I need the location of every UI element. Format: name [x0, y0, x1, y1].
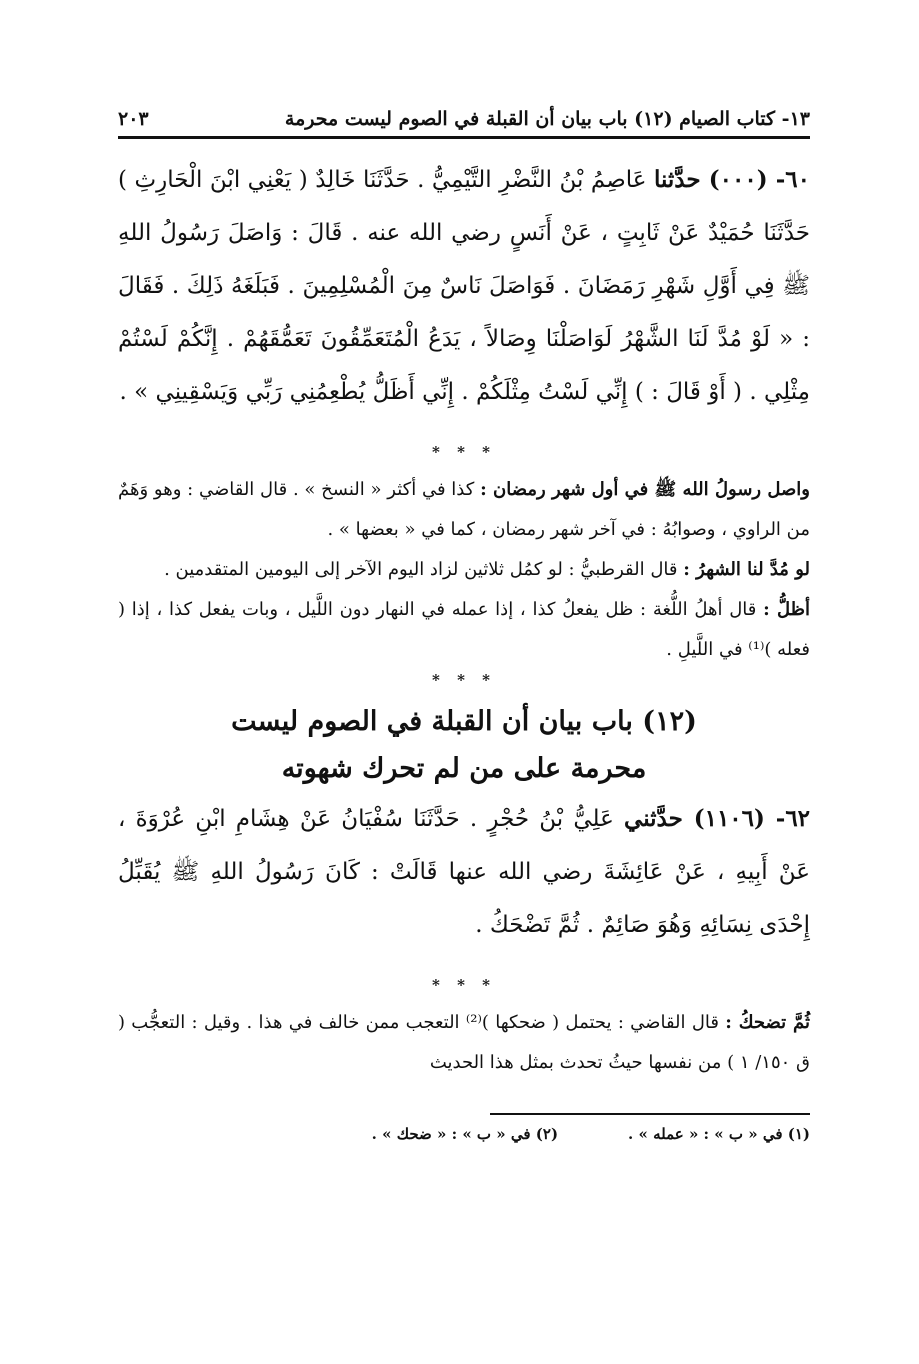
commentary-entry — [118, 550, 810, 590]
footnote-2: (٢) في « ب » : « ضحك » . — [371, 1125, 559, 1143]
commentary-entry — [118, 1003, 810, 1083]
hadith-60 — [118, 153, 810, 419]
commentary-text: قال القرطبيُّ : لو كمُل ثلاثين لزاد اليوم الآخر إلى اليومين المتقدمين . — [164, 559, 678, 580]
hadith-62-number: ٦٢- (١١٠٦) حدَّثني — [624, 805, 811, 832]
hadith-62-text: عَلِيُّ بْنُ حُجْرٍ . حَدَّثَنَا سُفْيَانُ عَنْ هِشَامِ ابْنِ عُرْوَةَ ، عَنْ أَبِيهِ ، عَنْ عَائِشَةَ رضي الله عنها قَالَتْ : كَانَ رَسُولُ اللهِ ﷺ يُقَبِّلُ إِحْدَى نِسَائِهِ وَهُوَ صَائِمٌ . ثُمَّ تَضْحَكُ . — [118, 806, 810, 938]
footnote-divider — [490, 1113, 810, 1115]
commentary-lemma: واصل رسولُ الله ﷺ في أول شهر رمضان : — [480, 479, 810, 500]
chapter-heading — [118, 698, 810, 792]
commentary-lemma: لو مُدَّ لنا الشهرُ : — [683, 559, 810, 580]
commentary-text: كذا في أكثر « النسخ » . قال القاضي : وهو وَهَمٌ من الراوي ، وصوابُهُ : في آخر شهر رمضان ، كما في « بعضها » . — [118, 479, 810, 540]
header-title: ١٣- كتاب الصيام (١٢) باب بيان أن القبلة في الصوم ليست محرمة — [284, 108, 810, 130]
commentary-text: قال أهلُ اللُّغة : ظل يفعلُ كذا ، إذا عمله في النهار دون اللَّيل ، وبات يفعل كذا ، إذا ( فعله )⁽¹⁾ في اللَّيلِ . — [118, 599, 810, 660]
commentary-entry — [118, 470, 810, 550]
footnotes — [118, 1125, 810, 1143]
commentary-text: قال القاضي : يحتمل ( ضحكها )⁽²⁾ التعجب ممن خالف في هذا . وقيل : التعجُّب ( ق ١٥٠/ ١ ) من نفسها حيثُ تحدث بمثل هذا الحديث — [118, 1012, 810, 1073]
chapter-heading-line1: (١٢) باب بيان أن القبلة في الصوم ليست — [231, 706, 697, 737]
separator-stars: * * * — [432, 443, 496, 461]
separator-stars: * * * — [432, 976, 496, 994]
commentary-lemma: أظلُّ : — [763, 599, 810, 620]
running-header — [118, 108, 810, 139]
hadith-60-number: ٦٠- (٠٠٠) حدَّثنا — [653, 166, 810, 193]
commentary-lemma: ثُمَّ تضحكُ : — [725, 1012, 810, 1033]
footnote-1: (١) في « ب » : « عمله » . — [628, 1125, 810, 1143]
page-number: ٢٠٣ — [118, 108, 149, 130]
book-page — [118, 108, 810, 1143]
chapter-heading-line2: محرمة على من لم تحرك شهوته — [281, 753, 647, 784]
commentary-entry — [118, 590, 810, 670]
separator-stars: * * * — [432, 671, 496, 689]
hadith-62 — [118, 792, 810, 952]
hadith-60-text: عَاصِمُ بْنُ النَّضْرِ التَّيْمِيُّ . حَدَّثَنَا خَالِدٌ ( يَعْنِي ابْنَ الْحَارِثِ ) حَدَّثَنَا حُمَيْدٌ عَنْ ثَابِتٍ ، عَنْ أَنَسٍ رضي الله عنه . قَالَ : وَاصَلَ رَسُولُ اللهِ ﷺ فِي أَوَّلِ شَهْرِ رَمَضَانَ . فَوَاصَلَ نَاسٌ مِنَ الْمُسْلِمِينَ . فَبَلَغَهُ ذَلِكَ . فَقَالَ : « لَوْ مُدَّ لَنَا الشَّهْرُ لَوَاصَلْنَا وِصَالاً ، يَدَعُ الْمُتَعَمِّقُونَ تَعَمُّقَهُمْ . إِنَّكُمْ لَسْتُمْ مِثْلِي . ( أَوْ قَالَ : ) إِنِّي لَسْتُ مِثْلَكُمْ . إِنِّي أَظَلُّ يُطْعِمُنِي رَبِّي وَيَسْقِينِي » . — [118, 167, 810, 405]
